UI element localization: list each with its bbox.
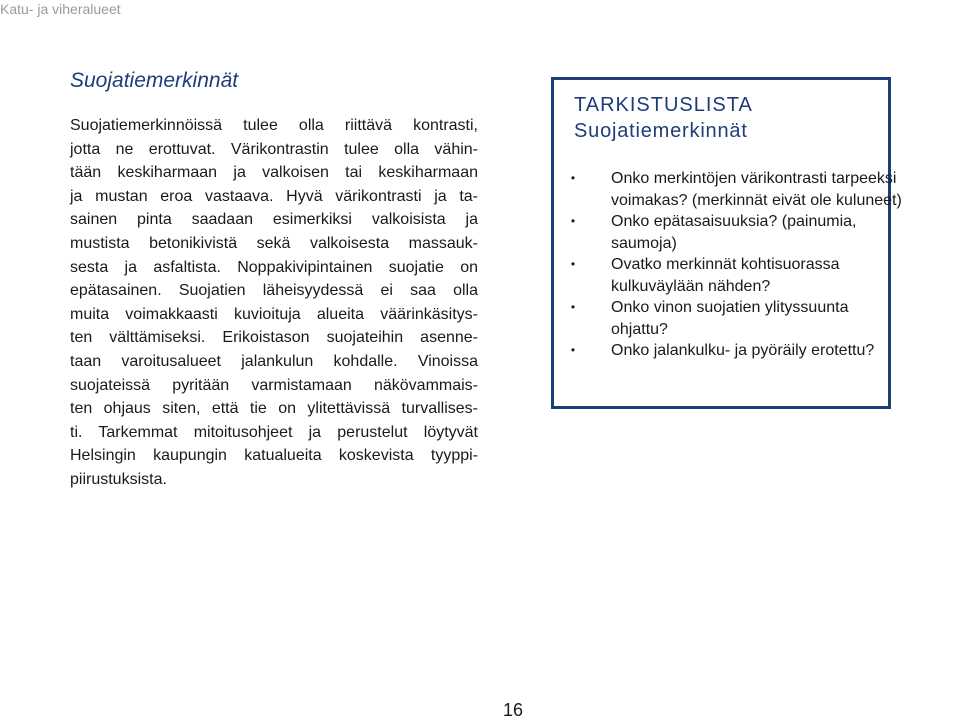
- body-paragraph: [70, 114, 478, 492]
- checklist-items: [568, 168, 902, 362]
- checklist-item: [568, 254, 898, 297]
- checklist-box: [551, 77, 902, 409]
- bullet-icon: •: [570, 343, 576, 357]
- checklist-item-line: saumoja): [611, 234, 677, 252]
- body-line: sesta ja asfaltista. Noppakivipintainen suojatie on: [70, 258, 478, 276]
- body-line: Helsingin kaupungin katualueita koskevista tyyppi-: [70, 447, 478, 465]
- checklist-item: [568, 211, 898, 254]
- body-line: Suojatiemerkinnöissä tulee olla riittävä kontrasti,: [70, 117, 478, 134]
- body-line: jotta ne erottuvat. Värikontrastin tulee olla vähin-: [70, 140, 478, 158]
- bullet-icon: •: [570, 171, 576, 185]
- checklist-item-line: Onko vinon suojatien ylityssuunta: [611, 299, 849, 316]
- section-title: Suojatiemerkinnät: [70, 69, 239, 92]
- checklist-item-line: ohjattu?: [611, 320, 668, 338]
- bullet-icon: •: [570, 257, 576, 271]
- body-line: ja mustan eroa vastaava. Hyvä värikontrasti ja ta-: [70, 187, 478, 205]
- running-header: Katu- ja viheralueet: [0, 1, 121, 17]
- body-line: muita voimakkaasti kuvioituja alueita väärinkäsitys-: [70, 305, 478, 323]
- checklist-item: [568, 168, 902, 211]
- checklist-item-line: kulkuväylään nähden?: [611, 277, 771, 295]
- body-line: suojateissä pyritään varmistamaan näkövammais-: [70, 376, 478, 394]
- body-line: ten välttämiseksi. Erikoistason suojateihin asenne-: [70, 329, 478, 347]
- checklist-item-line: Onko merkintöjen värikontrasti tarpeeksi: [611, 170, 897, 187]
- checklist-item-line: Ovatko merkinnät kohtisuorassa: [611, 256, 840, 273]
- body-line: piirustuksista.: [70, 470, 167, 488]
- checklist-subheading: Suojatiemerkinnät: [574, 120, 748, 142]
- checklist-heading: TARKISTUSLISTA: [574, 94, 753, 116]
- checklist-item-line: Onko jalankulku- ja pyöräily erotettu?: [611, 342, 875, 359]
- page-number: 16: [503, 700, 524, 720]
- checklist-item: [568, 297, 898, 340]
- bullet-icon: •: [570, 214, 576, 228]
- checklist-item-line: Onko epätasaisuuksia? (painumia,: [611, 213, 857, 230]
- body-line: ten ohjaus siten, että tie on ylitettävissä turvallises-: [70, 400, 478, 418]
- body-line: sainen pinta saadaan esimerkiksi valkoisista ja: [70, 211, 478, 229]
- body-line: ti. Tarkemmat mitoitusohjeet ja perustelut löytyvät: [70, 423, 478, 441]
- bullet-icon: •: [570, 300, 576, 314]
- body-line: epätasainen. Suojatien läheisyydessä ei saa olla: [70, 282, 478, 300]
- checklist-item-line: voimakas? (merkinnät eivät ole kuluneet): [611, 191, 902, 209]
- checklist-item: [568, 340, 898, 362]
- body-line: tään keskiharmaan ja valkoisen tai keskiharmaan: [70, 164, 478, 182]
- body-line: taan varoitusalueet jalankulun kohdalle. Vinoissa: [70, 352, 478, 370]
- body-line: mustista betonikivistä sekä valkoisesta massauk-: [70, 234, 478, 252]
